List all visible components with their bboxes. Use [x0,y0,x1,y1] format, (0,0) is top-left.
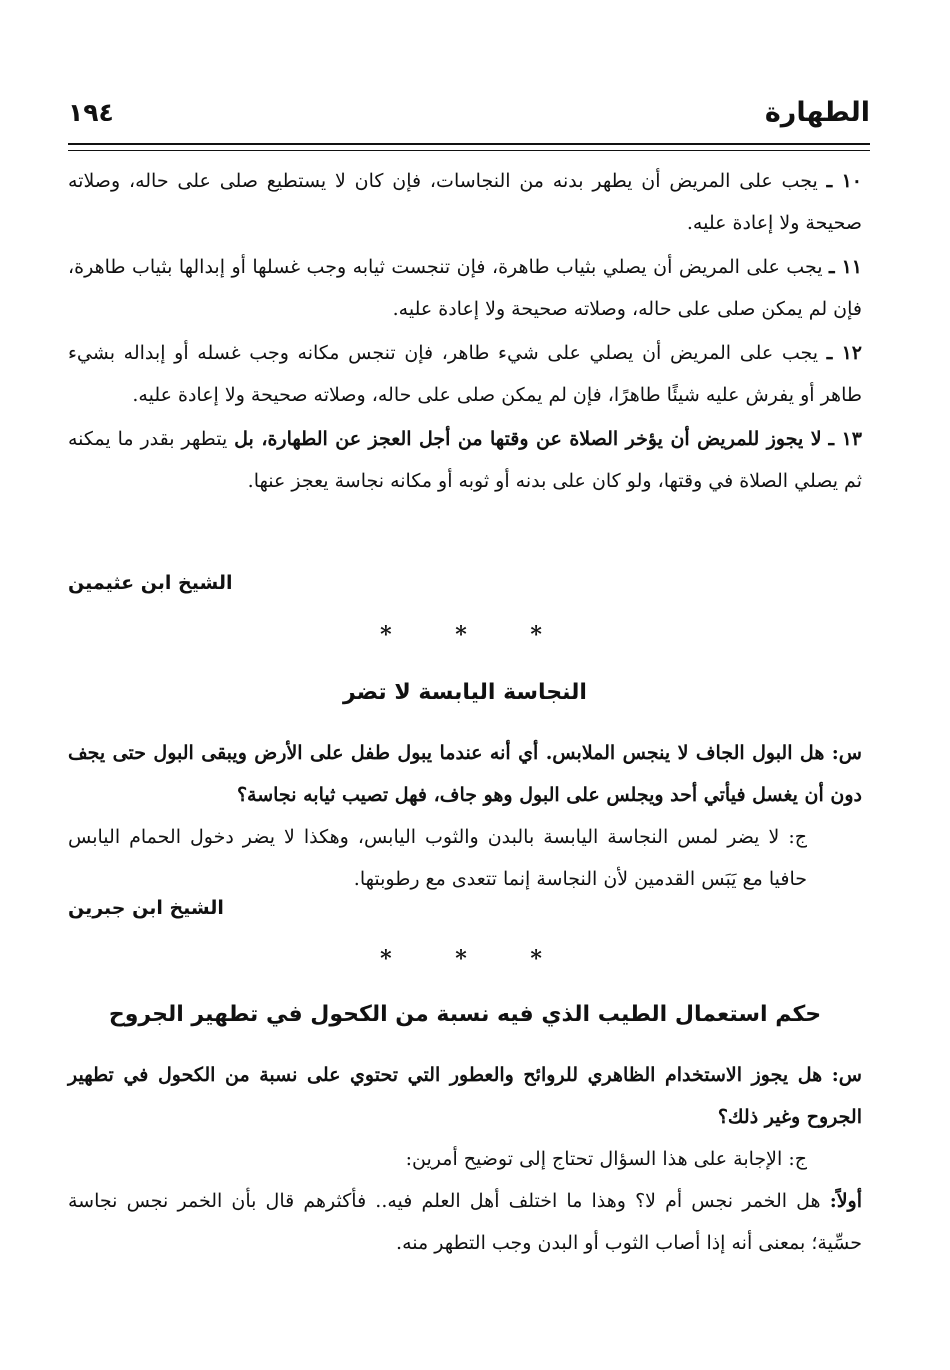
question [68,1054,862,1138]
point-first [68,1180,862,1264]
numbered-items [68,160,862,502]
header-rule [68,143,870,151]
section-heading: النجاسة اليابسة لا تضر [343,680,587,705]
qa-block-1 [68,732,862,900]
signature-ibn-jibreen: الشيخ ابن جبرين [68,897,224,919]
question-text: هل البول الجاف لا ينجس الملابس. أي أنه عندما يبول طفل على الأرض ويبقى البول حتى يجف دون أن يغسل فيأتي أحد ويجلس على البول وهو جاف، فهل تصيب ثيابه نجاسة؟ [68,742,862,806]
point-label: أولاً: [829,1190,862,1212]
point-text: هل الخمر نجس أم لا؟ وهذا ما اختلف أهل العلم فيه.. فأكثرهم قال بأن الخمر نجس نجاسة حسِّية؛ بمعنى أنه إذا أصاب الثوب أو البدن وجب التطهر منه. [68,1190,862,1254]
item-number: ١١ ـ [828,256,863,278]
separator-stars: * * * [380,622,570,648]
item-11 [68,246,862,330]
item-number: ١٣ ـ [828,428,862,450]
question [68,732,862,816]
item-number: ١٢ ـ [826,342,862,364]
item-text: يجب على المريض أن يطهر بدنه من النجاسات، فإن كان لا يستطيع صلى على حاله، وصلاته صحيحة ولا إعادة عليه. [68,170,862,234]
running-title: الطهارة [764,96,870,128]
answer-text: الإجابة على هذا السؤال تحتاج إلى توضيح أمرين: [405,1148,783,1170]
item-text: يتطهر بقدر ما يمكنه ثم يصلي الصلاة في وقتها، ولو كان على بدنه أو ثوبه أو مكانه نجاسة يعجز عنها. [68,428,862,492]
answer-label: ج: [788,826,807,848]
separator-stars: * * * [380,946,570,972]
question-label: س: [831,742,862,764]
page-number: ١٩٤ [68,97,114,127]
question-label: س: [831,1064,862,1086]
answer [68,816,862,900]
signature-ibn-uthaymin: الشيخ ابن عثيمين [68,572,233,594]
item-13 [68,418,862,502]
item-text-bold: لا يجوز للمريض أن يؤخر الصلاة عن وقتها من أجل العجز عن الطهارة، بل [234,428,822,450]
answer-text: لا يضر لمس النجاسة اليابسة بالبدن والثوب اليابس، وهكذا لا يضر دخول الحمام اليابس حافيا مع يَبَس القدمين لأن النجاسة إنما تتعدى مع رطوبتها. [68,826,807,890]
qa-block-2 [68,1054,862,1264]
item-number: ١٠ ـ [826,170,862,192]
item-12 [68,332,862,416]
page-header [68,92,870,132]
section-heading: حكم استعمال الطيب الذي فيه نسبة من الكحول في تطهير الجروح [108,1002,822,1027]
item-text: يجب على المريض أن يصلي على شيء طاهر، فإن تنجس مكانه وجب غسله أو إبداله بشيء طاهر أو يفرش عليه شيئًا طاهرًا، فإن لم يمكن صلى على حاله، وصلاته صحيحة ولا إعادة عليه. [68,342,862,406]
answer [68,1138,862,1180]
answer-label: ج: [788,1148,807,1170]
item-10 [68,160,862,244]
question-text: هل يجوز الاستخدام الظاهري للروائح والعطور التي تحتوي على نسبة من الكحول في تطهير الجروح وغير ذلك؟ [68,1064,862,1128]
item-text: يجب على المريض أن يصلي بثياب طاهرة، فإن تنجست ثيابه وجب غسلها أو إبدالها بثياب طاهرة، فإن لم يمكن صلى على حاله، وصلاته صحيحة ولا إعادة عليه. [68,256,862,320]
